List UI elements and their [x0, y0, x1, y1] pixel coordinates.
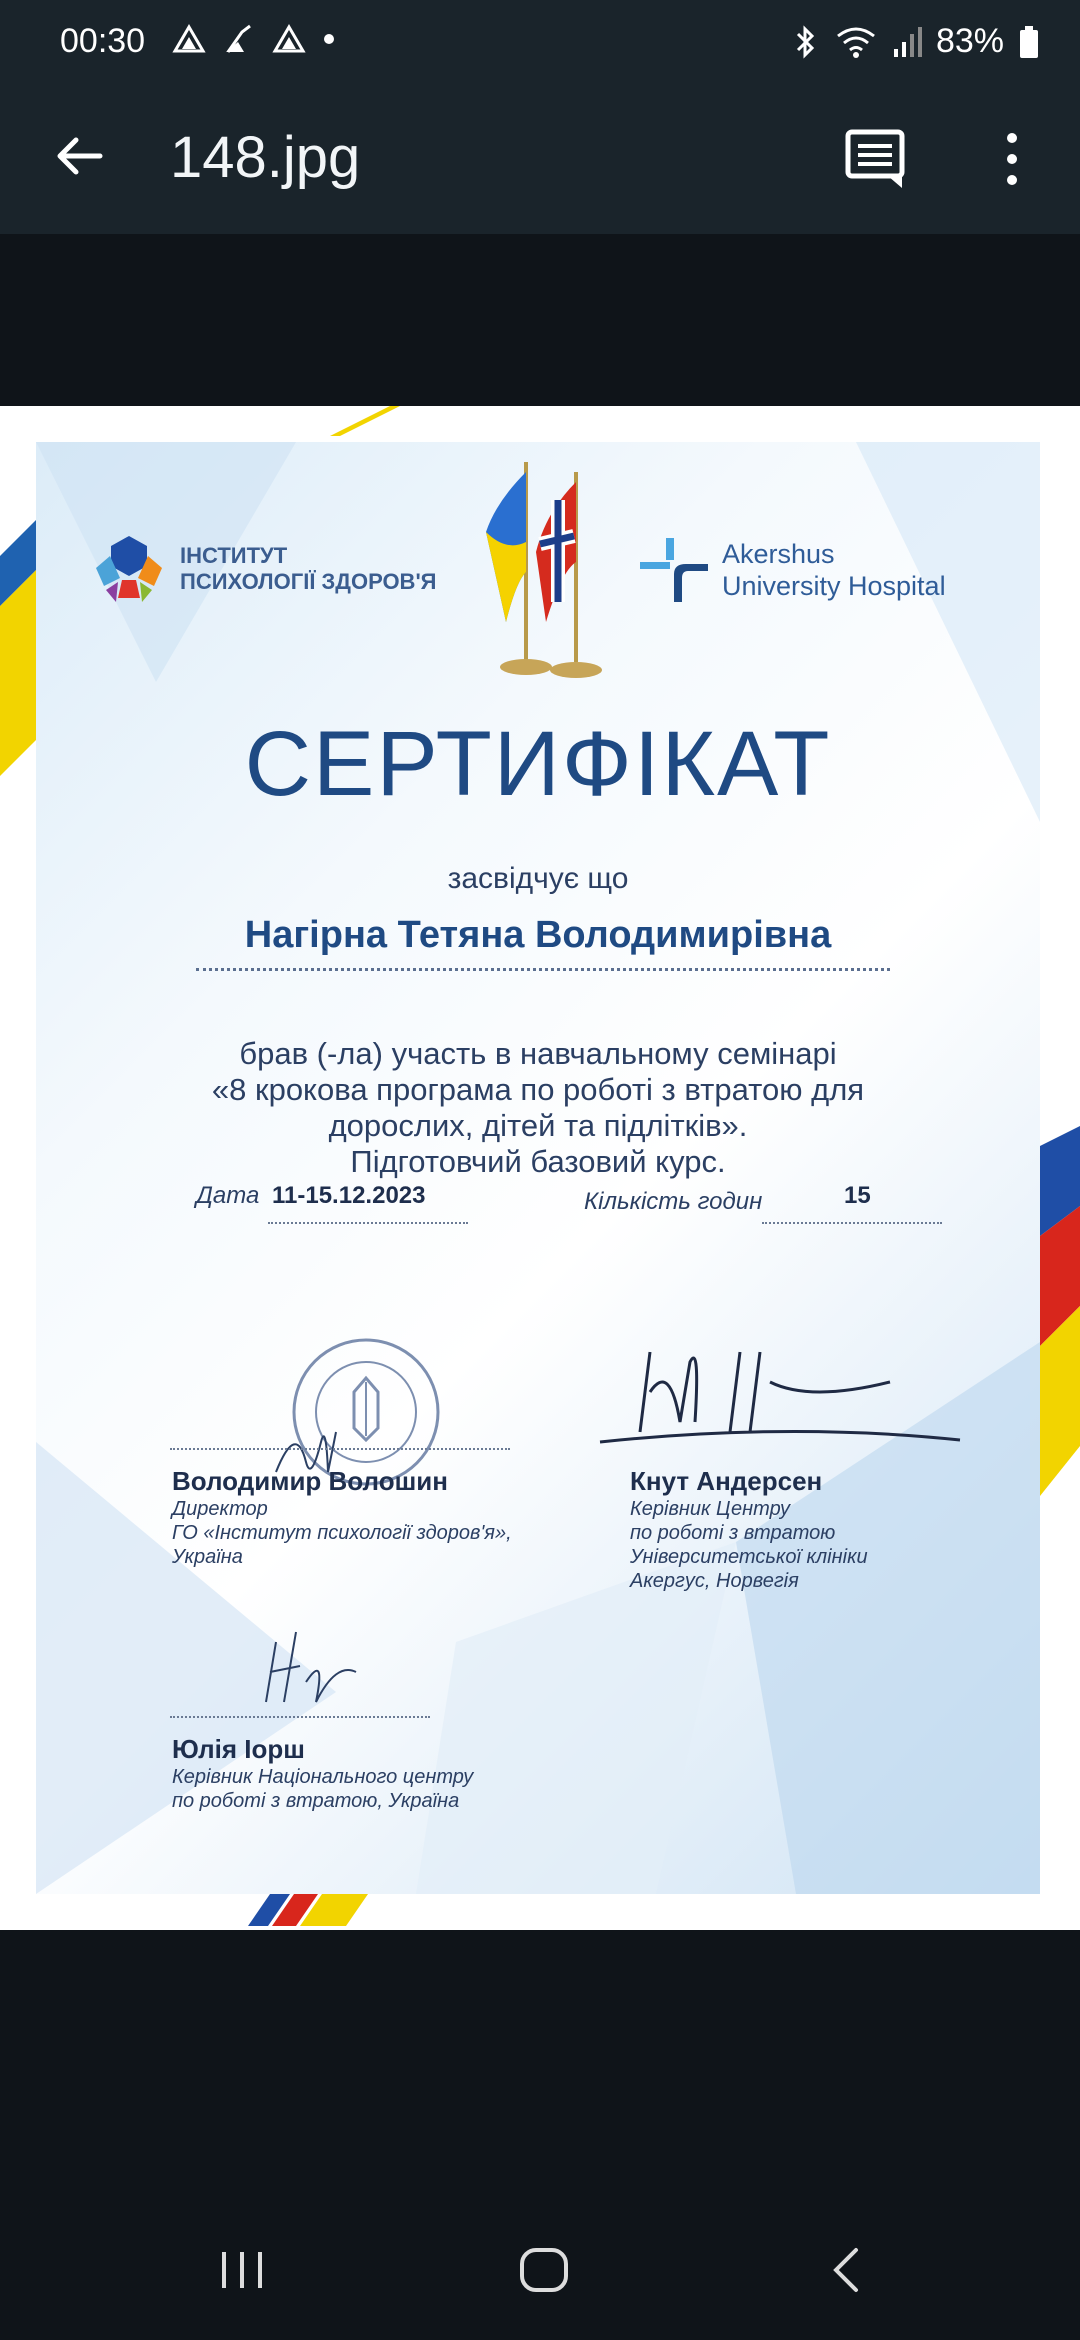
certificate-subhead: засвідчує що — [447, 862, 629, 895]
file-title: 148.jpg — [170, 125, 361, 190]
wifi-icon — [834, 24, 878, 60]
app-bar — [0, 84, 1080, 234]
hours-field — [584, 1182, 871, 1216]
signer-2-role-3: Університетської клініки — [630, 1546, 868, 1568]
signer-2-role-4: Акергус, Норвегія — [630, 1570, 799, 1592]
signal-icon — [892, 25, 922, 59]
hours-label: Кількість годин — [584, 1188, 763, 1215]
more-options-icon[interactable] — [980, 124, 1050, 194]
certificate-body-text — [36, 1036, 1040, 1180]
date-value: 11-15.12.2023 — [272, 1182, 426, 1209]
back-arrow-icon[interactable] — [48, 124, 112, 188]
akershus-name-line2: University Hospital — [722, 571, 946, 601]
hours-value: 15 — [844, 1182, 871, 1209]
body-line-2: «8 крокова програма по роботі з втратою для — [211, 1072, 865, 1107]
signer-3-role-2: по роботі з втратою, Україна — [172, 1790, 460, 1812]
certificate-body — [36, 442, 1040, 1894]
navigation-bar — [0, 2202, 1080, 2340]
signer-1 — [172, 1466, 512, 1569]
broom-icon — [222, 22, 256, 56]
drive-icon — [172, 22, 206, 56]
akershus-logo — [638, 538, 946, 602]
body-line-4: Підготовчий базовий курс. — [350, 1144, 726, 1179]
signer-2-name: Кнут Андерсен — [630, 1466, 823, 1496]
signer-2 — [630, 1466, 868, 1593]
certificate-heading: СЕРТИФІКАТ — [244, 713, 832, 815]
signature-3 — [236, 1622, 376, 1712]
comment-icon[interactable] — [840, 124, 910, 194]
recipient-underline — [196, 968, 890, 971]
body-line-1: брав (-ла) участь в навчальному семінарі — [239, 1036, 837, 1071]
image-viewer[interactable] — [0, 234, 1080, 2202]
institute-logo — [92, 532, 437, 606]
hours-underline — [762, 1222, 942, 1224]
status-bar — [0, 0, 1080, 84]
certificate-image — [0, 406, 1080, 1930]
drive-icon-2 — [272, 22, 306, 56]
flags-illustration — [466, 452, 626, 692]
date-field — [196, 1182, 425, 1210]
institute-name-line2: ПСИХОЛОГІЇ ЗДОРОВ'Я — [180, 569, 437, 594]
signer-3-name: Юлія Іорш — [172, 1734, 305, 1764]
institute-name-line1: ІНСТИТУТ — [180, 543, 288, 568]
signer-2-role-2: по роботі з втратою — [630, 1522, 836, 1544]
signer-1-role-2: ГО «Інститут психології здоров'я», — [172, 1522, 512, 1544]
body-line-3: дорослих, дітей та підлітків». — [328, 1108, 748, 1143]
signer-3 — [172, 1734, 473, 1813]
institute-emblem-icon — [92, 532, 166, 606]
signer-1-name: Володимир Волошин — [172, 1466, 448, 1496]
signature-2 — [590, 1322, 970, 1452]
dot-icon — [322, 32, 336, 46]
signature-line-1 — [170, 1448, 510, 1450]
recent-apps-icon[interactable] — [212, 2240, 272, 2300]
home-icon[interactable] — [514, 2240, 574, 2300]
battery-icon — [1018, 24, 1040, 60]
signer-2-role-1: Керівник Центру — [630, 1498, 791, 1520]
signature-line-3 — [170, 1716, 430, 1718]
recipient-name: Нагірна Тетяна Володимирівна — [244, 914, 832, 956]
status-time: 00:30 — [60, 22, 146, 60]
akershus-name-line1: Akershus — [722, 539, 835, 569]
signer-3-role-1: Керівник Національного центру — [172, 1766, 474, 1788]
battery-percent: 83% — [935, 22, 1004, 60]
date-label: Дата — [196, 1182, 260, 1209]
notification-icons — [172, 22, 336, 56]
back-nav-icon[interactable] — [818, 2240, 878, 2300]
bluetooth-icon — [790, 24, 820, 60]
signer-1-role-1: Директор — [172, 1498, 268, 1520]
akershus-emblem-icon — [638, 538, 708, 602]
signer-1-role-3: Україна — [172, 1546, 243, 1568]
date-underline — [268, 1222, 468, 1224]
